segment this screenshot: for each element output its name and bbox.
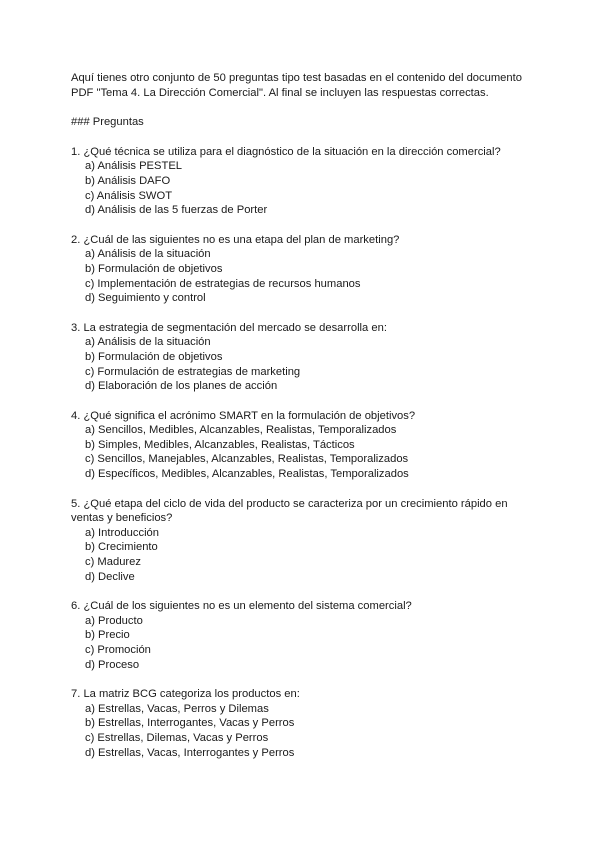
answer-option: c) Sencillos, Manejables, Alcanzables, Realistas, Temporalizados <box>85 453 409 466</box>
answer-option: d) Estrellas, Vacas, Interrogantes y Perros <box>85 746 295 759</box>
answer-option: d) Declive <box>85 570 135 583</box>
question-list <box>71 145 531 760</box>
question-text: ventas y beneficios? <box>71 512 173 525</box>
question-text: 3. La estrategia de segmentación del mercado se desarrolla en: <box>71 321 387 334</box>
question-text: 5. ¿Qué etapa del ciclo de vida del producto se caracteriza por un crecimiento rápido en <box>71 497 508 510</box>
answer-option: b) Precio <box>85 629 130 642</box>
answer-option: c) Análisis SWOT <box>85 189 173 202</box>
intro-line: Aquí tienes otro conjunto de 50 preguntas tipo test basadas en el contenido del documento <box>71 72 522 84</box>
answer-option: c) Madurez <box>85 556 141 569</box>
answer-option: c) Formulación de estrategias de marketing <box>85 365 301 378</box>
answer-option: a) Análisis PESTEL <box>85 160 182 173</box>
answer-option: b) Formulación de objetivos <box>85 350 223 363</box>
answer-option: b) Crecimiento <box>85 541 158 554</box>
question-text: 4. ¿Qué significa el acrónimo SMART en la formulación de objetivos? <box>71 409 416 422</box>
question-text: 1. ¿Qué técnica se utiliza para el diagnóstico de la situación en la dirección comercial? <box>71 145 501 158</box>
question-block <box>71 145 531 218</box>
question-block <box>71 599 531 672</box>
option-list <box>71 526 531 584</box>
question-text: 2. ¿Cuál de las siguientes no es una etapa del plan de marketing? <box>71 233 400 246</box>
option-list <box>71 614 531 672</box>
answer-option: c) Implementación de estrategias de recursos humanos <box>85 277 361 290</box>
answer-option: d) Elaboración de los planes de acción <box>85 380 278 393</box>
answer-option: c) Estrellas, Dilemas, Vacas y Perros <box>85 731 269 744</box>
answer-option: b) Análisis DAFO <box>85 174 171 187</box>
answer-option: d) Específicos, Medibles, Alcanzables, Realistas, Temporalizados <box>85 468 409 481</box>
answer-option: b) Formulación de objetivos <box>85 262 223 275</box>
question-block <box>71 497 531 585</box>
option-list <box>71 702 531 760</box>
option-list <box>71 247 531 305</box>
option-list <box>71 159 531 217</box>
answer-option: c) Promoción <box>85 644 151 656</box>
answer-option: a) Sencillos, Medibles, Alcanzables, Realistas, Temporalizados <box>85 424 397 437</box>
intro-paragraph <box>71 71 531 100</box>
document-page <box>71 71 531 760</box>
answer-option: a) Producto <box>85 614 143 627</box>
answer-option: b) Simples, Medibles, Alcanzables, Realistas, Tácticos <box>85 438 355 451</box>
option-list <box>71 423 531 481</box>
answer-option: b) Estrellas, Interrogantes, Vacas y Perros <box>85 717 295 730</box>
answer-option: a) Análisis de la situación <box>85 248 211 261</box>
question-text: 7. La matriz BCG categoriza los productos en: <box>71 688 300 701</box>
question-block <box>71 687 531 760</box>
question-block <box>71 321 531 394</box>
answer-option: d) Análisis de las 5 fuerzas de Porter <box>85 204 268 217</box>
intro-line: PDF "Tema 4. La Dirección Comercial". Al final se incluyen las respuestas correctas. <box>71 86 489 99</box>
answer-option: a) Introducción <box>85 526 160 539</box>
answer-option: d) Proceso <box>85 658 140 671</box>
question-block <box>71 233 531 306</box>
section-heading: ### Preguntas <box>71 116 144 129</box>
answer-option: a) Estrellas, Vacas, Perros y Dilemas <box>85 702 269 715</box>
answer-option: d) Seguimiento y control <box>85 292 206 305</box>
option-list <box>71 335 531 393</box>
question-text: 6. ¿Cuál de los siguientes no es un elemento del sistema comercial? <box>71 600 412 613</box>
question-block <box>71 409 531 482</box>
answer-option: a) Análisis de la situación <box>85 336 211 349</box>
